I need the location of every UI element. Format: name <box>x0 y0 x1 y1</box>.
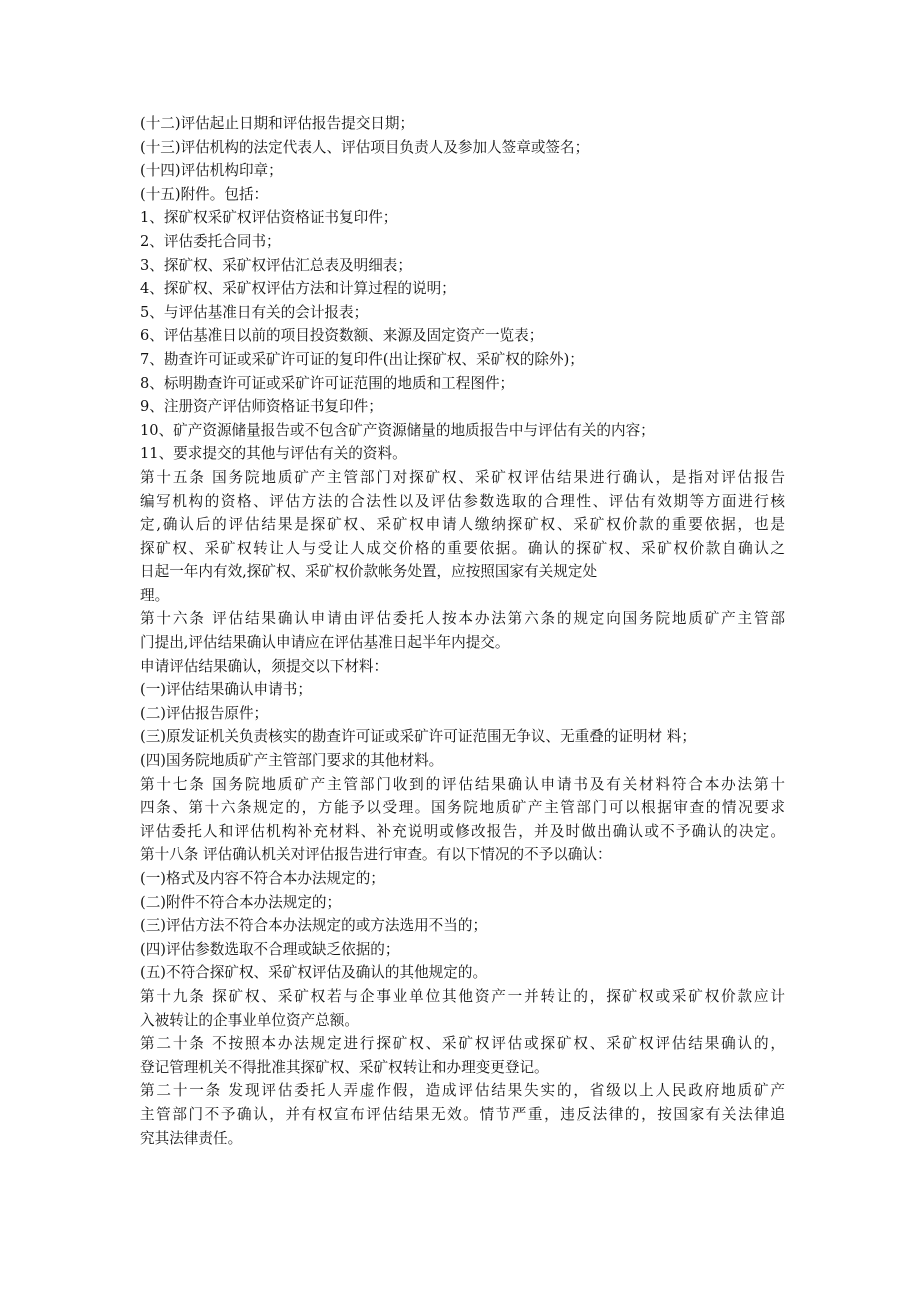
text-line: 第十五条 国务院地质矿产主管部门对探矿权、采矿权评估结果进行确认，是指对评估报告 <box>140 468 785 486</box>
text-line: 3、探矿权、采矿权评估汇总表及明细表； <box>140 256 412 274</box>
text-line: (十四)评估机构印章； <box>140 162 283 180</box>
text-line: 日起一年内有效,探矿权、采矿权价款帐务处置，应按照国家有关规定处 <box>140 563 598 581</box>
text-line: 登记管理机关不得批准其探矿权、采矿权转让和办理变更登记。 <box>140 1058 549 1076</box>
text-line: 究其法律责任。 <box>140 1129 243 1147</box>
text-line: 第十九条 探矿权、采矿权若与企事业单位其他资产一并转让的，探矿权或采矿权价款应计 <box>140 987 785 1005</box>
text-line: (一)格式及内容不符合本办法规定的； <box>140 870 385 887</box>
text-line: 7、勘查许可证或采矿许可证的复印件(出让探矿权、采矿权的除外)； <box>140 350 584 368</box>
text-line: 9、注册资产评估师资格证书复印件； <box>140 398 383 416</box>
text-line: 6、评估基准日以前的项目投资数额、来源及固定资产一览表； <box>140 327 544 345</box>
document-body <box>140 112 785 1150</box>
text-line: 申请评估结果确认，须提交以下材料： <box>140 657 389 675</box>
text-line: (十五)附件。包括： <box>140 185 269 203</box>
text-line: 8、标明勘查许可证或采矿许可证范围的地质和工程图件； <box>140 374 515 392</box>
text-line: 理。 <box>140 586 170 604</box>
text-line: 1、探矿权采矿权评估资格证书复印件； <box>140 209 398 227</box>
text-line: 探矿权、采矿权转让人与受让人成交价格的重要依据。确认的探矿权、采矿权价款自确认之 <box>140 539 785 557</box>
text-line: (一)评估结果确认申请书； <box>140 681 312 699</box>
text-line: 主管部门不予确认，并有权宣布评估结果无效。情节严重，违反法律的，按国家有关法律追 <box>140 1105 785 1123</box>
text-line: 5、与评估基准日有关的会计报表； <box>140 303 369 321</box>
text-line: 第十六条 评估结果确认申请由评估委托人按本办法第六条的规定向国务院地质矿产主管部 <box>140 610 785 628</box>
text-line: (十二)评估起止日期和评估报告提交日期； <box>140 115 415 132</box>
text-line: (二)评估报告原件； <box>140 704 269 722</box>
text-line: 第十八条 评估确认机关对评估报告进行审查。有以下情况的不予以确认： <box>140 846 612 864</box>
text-line: 第二十条 不按照本办法规定进行探矿权、采矿权评估或探矿权、采矿权评估结果确认的， <box>140 1035 785 1053</box>
text-line: (三)评估方法不符合本办法规定的或方法选用不当的； <box>140 917 488 935</box>
text-line: 10、矿产资源储量报告或不包含矿产资源储量的地质报告中与评估有关的内容； <box>140 421 655 439</box>
text-line: 4、探矿权、采矿权评估方法和计算过程的说明； <box>140 280 456 298</box>
text-line: 11、要求提交的其他与评估有关的资料。 <box>140 445 407 463</box>
text-line: (二)附件不符合本办法规定的； <box>140 893 342 911</box>
text-line: 四条、第十六条规定的，方能予以受理。国务院地质矿产主管部门可以根据审查的情况要求 <box>140 799 785 817</box>
text-line: (四)国务院地质矿产主管部门要求的其他材料。 <box>140 752 444 770</box>
text-line: (五)不符合探矿权、采矿权评估及确认的其他规定的。 <box>140 964 488 982</box>
text-line: 第十七条 国务院地质矿产主管部门收到的评估结果确认申请书及有关材料符合本办法第十 <box>140 775 785 793</box>
text-line: 门提出,评估结果确认申请应在评估基准日起半年内提交。 <box>140 634 510 652</box>
text-line: (三)原发证机关负责核实的勘查许可证或采矿许可证范围无争议、无重叠的证明材 料； <box>140 728 696 746</box>
text-line: 入被转让的企事业单位资产总额。 <box>140 1011 359 1029</box>
text-line: (十三)评估机构的法定代表人、评估项目负责人及参加人签章或签名； <box>140 138 590 156</box>
text-line: 定,确认后的评估结果是探矿权、采矿权申请人缴纳探矿权、采矿权价款的重要依据，也是 <box>140 516 785 534</box>
text-line: 评估委托人和评估机构补充材料、补充说明或修改报告，并及时做出确认或不予确认的决定。 <box>140 822 785 840</box>
text-line: 2、评估委托合同书； <box>140 232 281 250</box>
text-line: 编写机构的资格、评估方法的合法性以及评估参数选取的合理性、评估有效期等方面进行核 <box>140 492 785 510</box>
text-line: 第二十一条 发现评估委托人弄虚作假，造成评估结果失实的，省级以上人民政府地质矿产 <box>140 1082 785 1100</box>
text-line: (四)评估参数选取不合理或缺乏依据的； <box>140 940 400 958</box>
